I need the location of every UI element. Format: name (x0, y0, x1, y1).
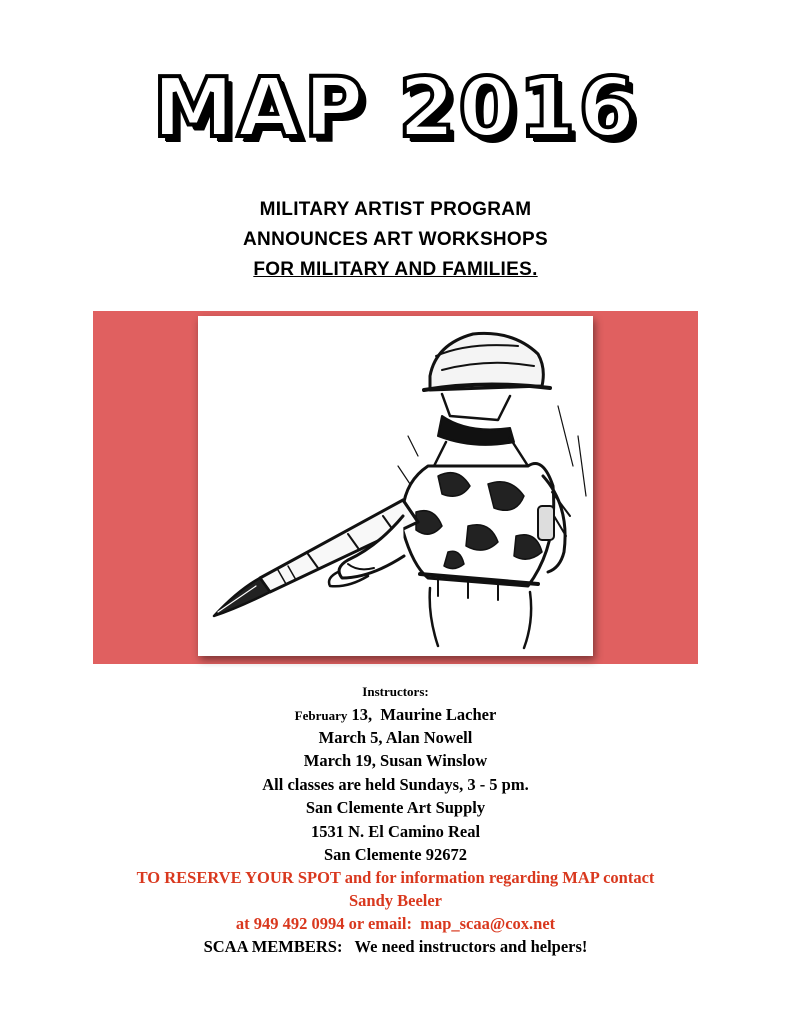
contact-line-1: TO RESERVE YOUR SPOT and for information regarding MAP contact (136, 868, 655, 887)
venue-street: 1531 N. El Camino Real (310, 822, 481, 841)
session-3: March 19, Susan Winslow (303, 751, 488, 770)
poster-title: MAP 2016 (152, 61, 639, 156)
session-1-details: 13, Maurine Lacher (347, 705, 497, 724)
session-1 (0, 705, 791, 725)
schedule-text: All classes are held Sundays, 3 - 5 pm. (262, 775, 529, 794)
session-2: March 5, Alan Nowell (318, 728, 473, 747)
venue-name: San Clemente Art Supply (305, 798, 486, 817)
instructors-label: Instructors: (362, 684, 429, 699)
venue-city: San Clemente 92672 (324, 845, 467, 864)
subtitle-line-2: ANNOUNCES ART WORKSHOPS (243, 229, 548, 250)
contact-line-3: at 949 492 0994 or email: map_scaa@cox.net (235, 914, 556, 933)
subtitle-line-3: FOR MILITARY AND FAMILIES. (253, 259, 538, 280)
soldier-with-pen-icon (198, 316, 593, 656)
soldier-illustration-frame (198, 316, 593, 656)
contact-name: Sandy Beeler (348, 891, 443, 910)
session-1-month: February (294, 708, 348, 723)
members-note: SCAA MEMBERS: We need instructors and helpers! (203, 937, 588, 956)
subtitle-line-1: MILITARY ARTIST PROGRAM (259, 199, 532, 220)
